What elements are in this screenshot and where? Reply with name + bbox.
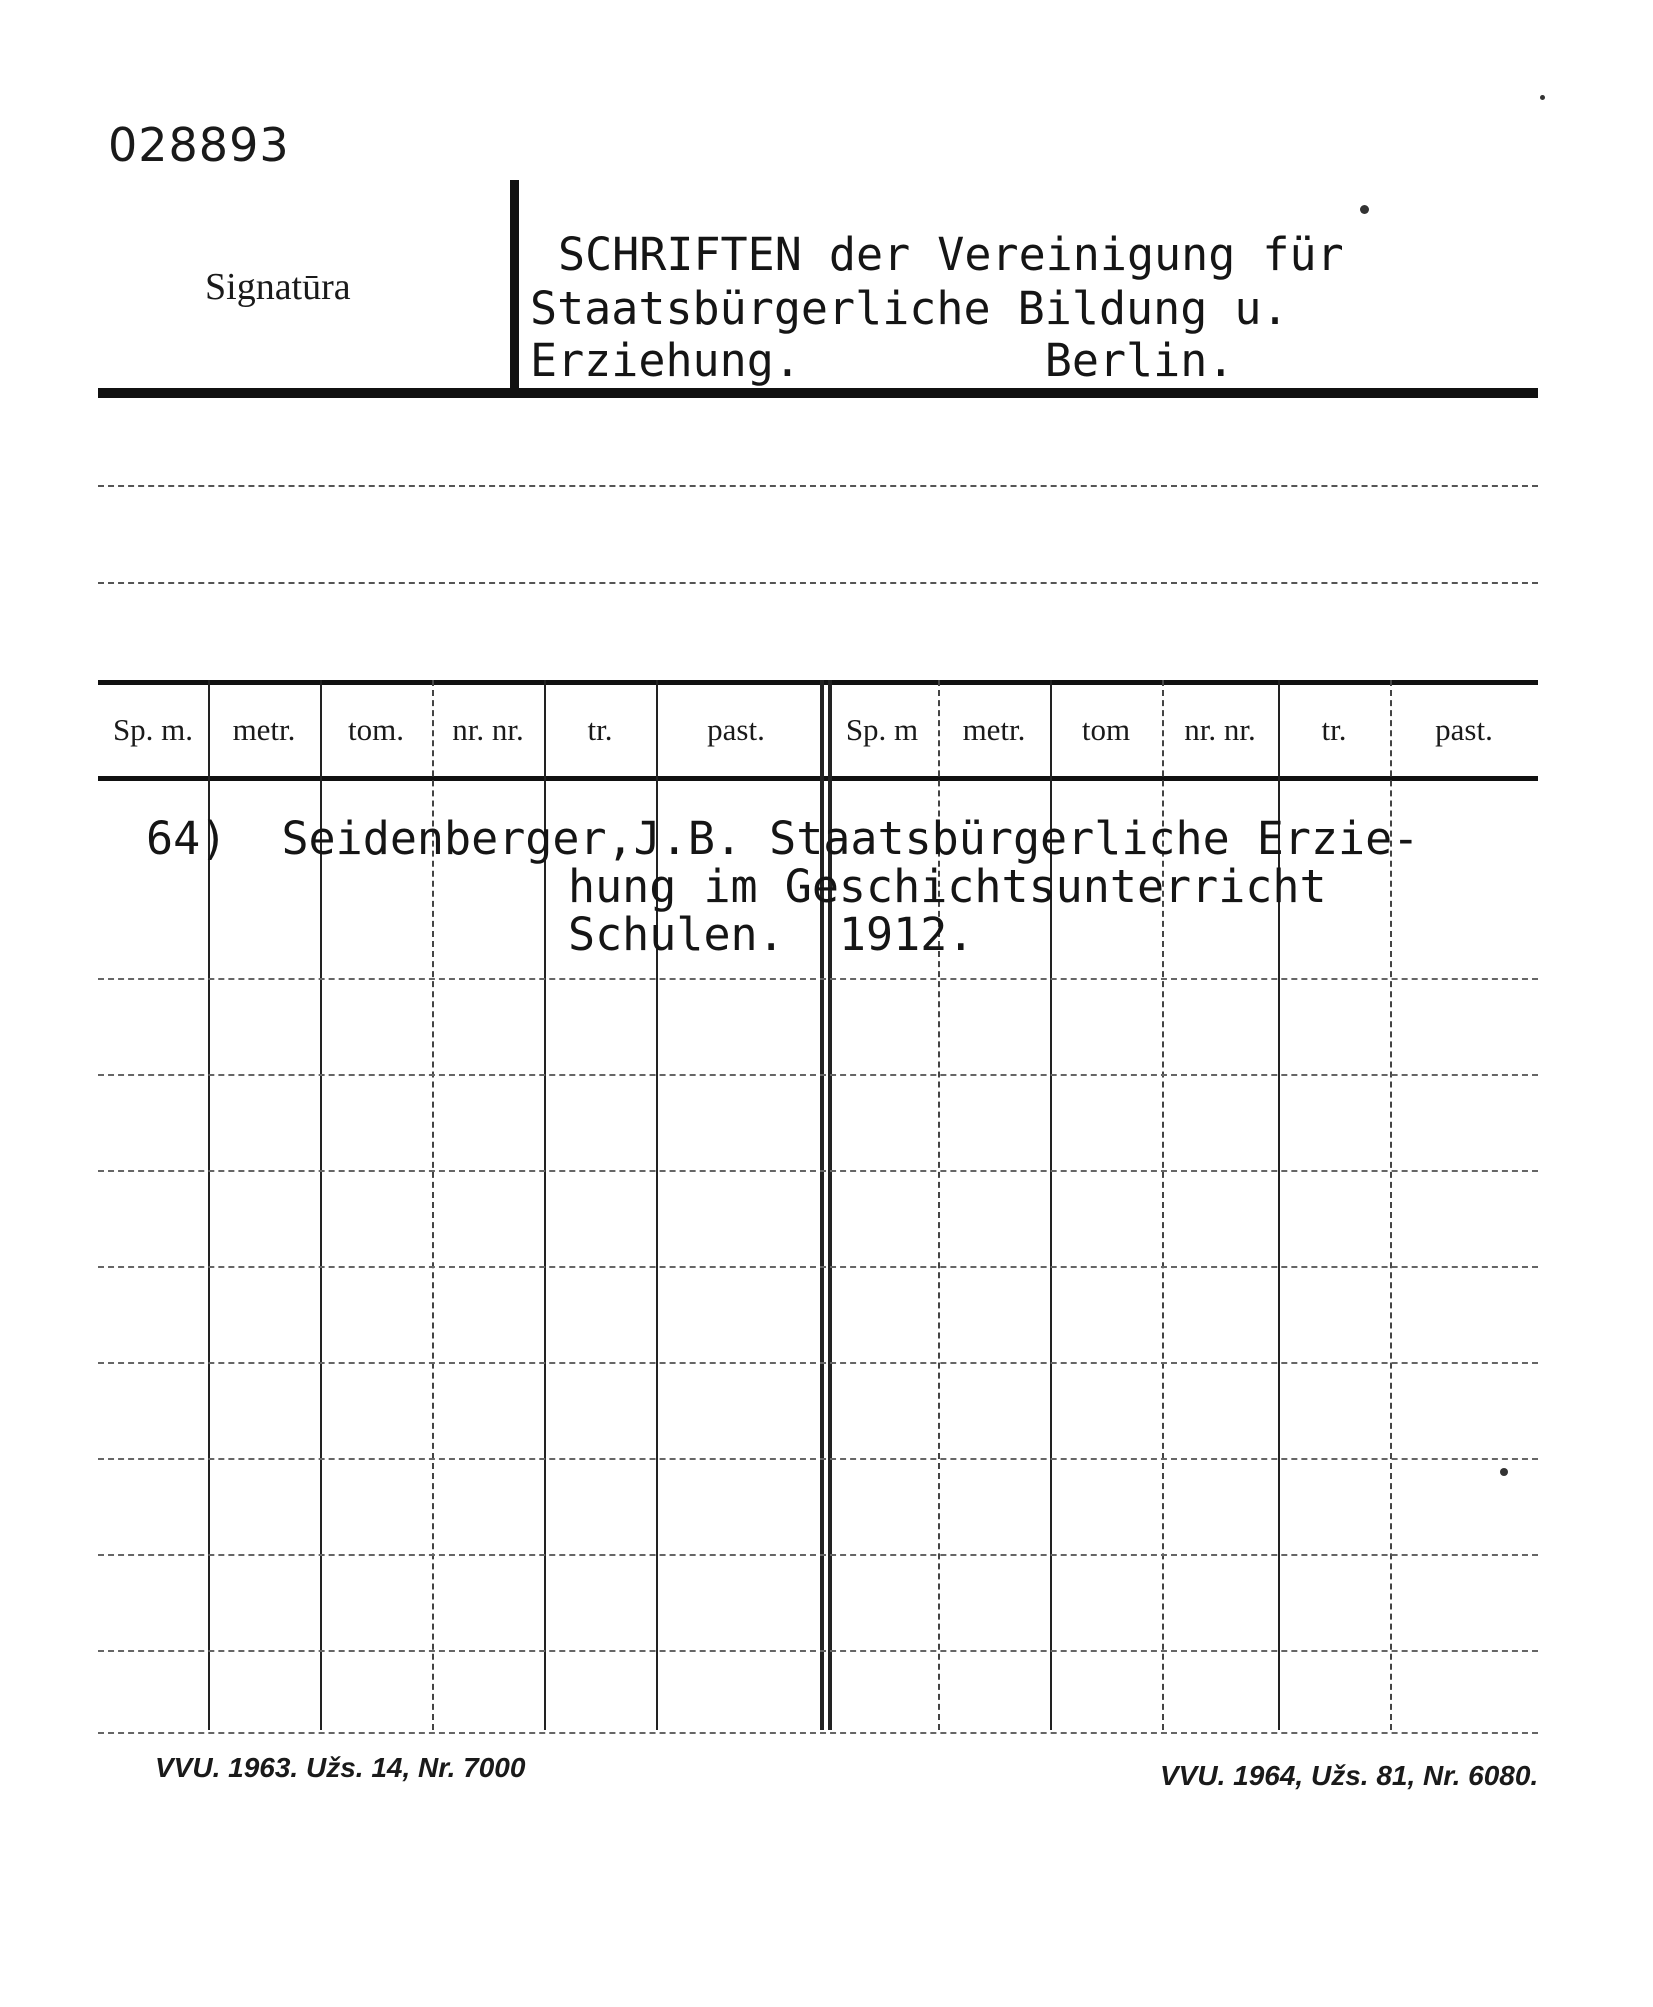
header-sp-m-right: Sp. m: [845, 712, 919, 747]
title-line-3: Erziehung. Berlin.: [530, 334, 1235, 387]
header-bottom-rule: [98, 776, 1538, 781]
header-sp-m-left: Sp. m.: [112, 712, 194, 747]
header-tom-right: tom: [1081, 712, 1131, 747]
row-rule: [98, 1170, 1538, 1172]
header-tr-right: tr.: [1321, 712, 1347, 747]
paper-speck: [1500, 1468, 1508, 1476]
header-tr-left: tr.: [587, 712, 613, 747]
entry-line-3: Schulen. 1912.: [568, 908, 975, 961]
row-rule: [98, 1458, 1538, 1460]
table-top-rule: [98, 680, 1538, 685]
row-rule: [98, 1554, 1538, 1556]
entry-line-1: 64) Seidenberger,J.B. Staatsbürgerliche Erzie-: [146, 812, 1420, 865]
title-line-1: SCHRIFTEN der Vereinigung für: [558, 228, 1344, 281]
header-nr-left: nr. nr.: [452, 712, 524, 747]
row-rule: [98, 978, 1538, 980]
table-bottom-rule: [98, 1732, 1538, 1734]
blank-rule-1: [98, 485, 1538, 487]
holdings-table: [98, 680, 1538, 1740]
header-metr-right: metr.: [962, 712, 1026, 747]
row-rule: [98, 1074, 1538, 1076]
row-rule: [98, 1266, 1538, 1268]
stamp-right: VVU. 1964, Užs. 81, Nr. 6080.: [1160, 1760, 1539, 1791]
row-rule: [98, 1362, 1538, 1364]
signatura-divider: [510, 180, 519, 390]
signatura-label: Signatūra: [205, 266, 351, 308]
header-past-left: past.: [707, 712, 765, 747]
header-underline: [98, 388, 1538, 398]
header-nr-right: nr. nr.: [1184, 712, 1256, 747]
stamp-left: VVU. 1963. Užs. 14, Nr. 7000: [155, 1752, 526, 1783]
entry-line-2: hung im Geschichtsunterricht: [568, 860, 1327, 913]
paper-speck: [1540, 95, 1545, 100]
card-number: 028893: [108, 118, 290, 172]
header-metr-left: metr.: [232, 712, 296, 747]
paper-speck: [1360, 205, 1369, 214]
title-line-2: Staatsbürgerliche Bildung u.: [530, 282, 1289, 335]
header-tom-left: tom.: [348, 712, 404, 747]
blank-rule-2: [98, 582, 1538, 584]
header-past-right: past.: [1435, 712, 1493, 747]
row-rule: [98, 1650, 1538, 1652]
